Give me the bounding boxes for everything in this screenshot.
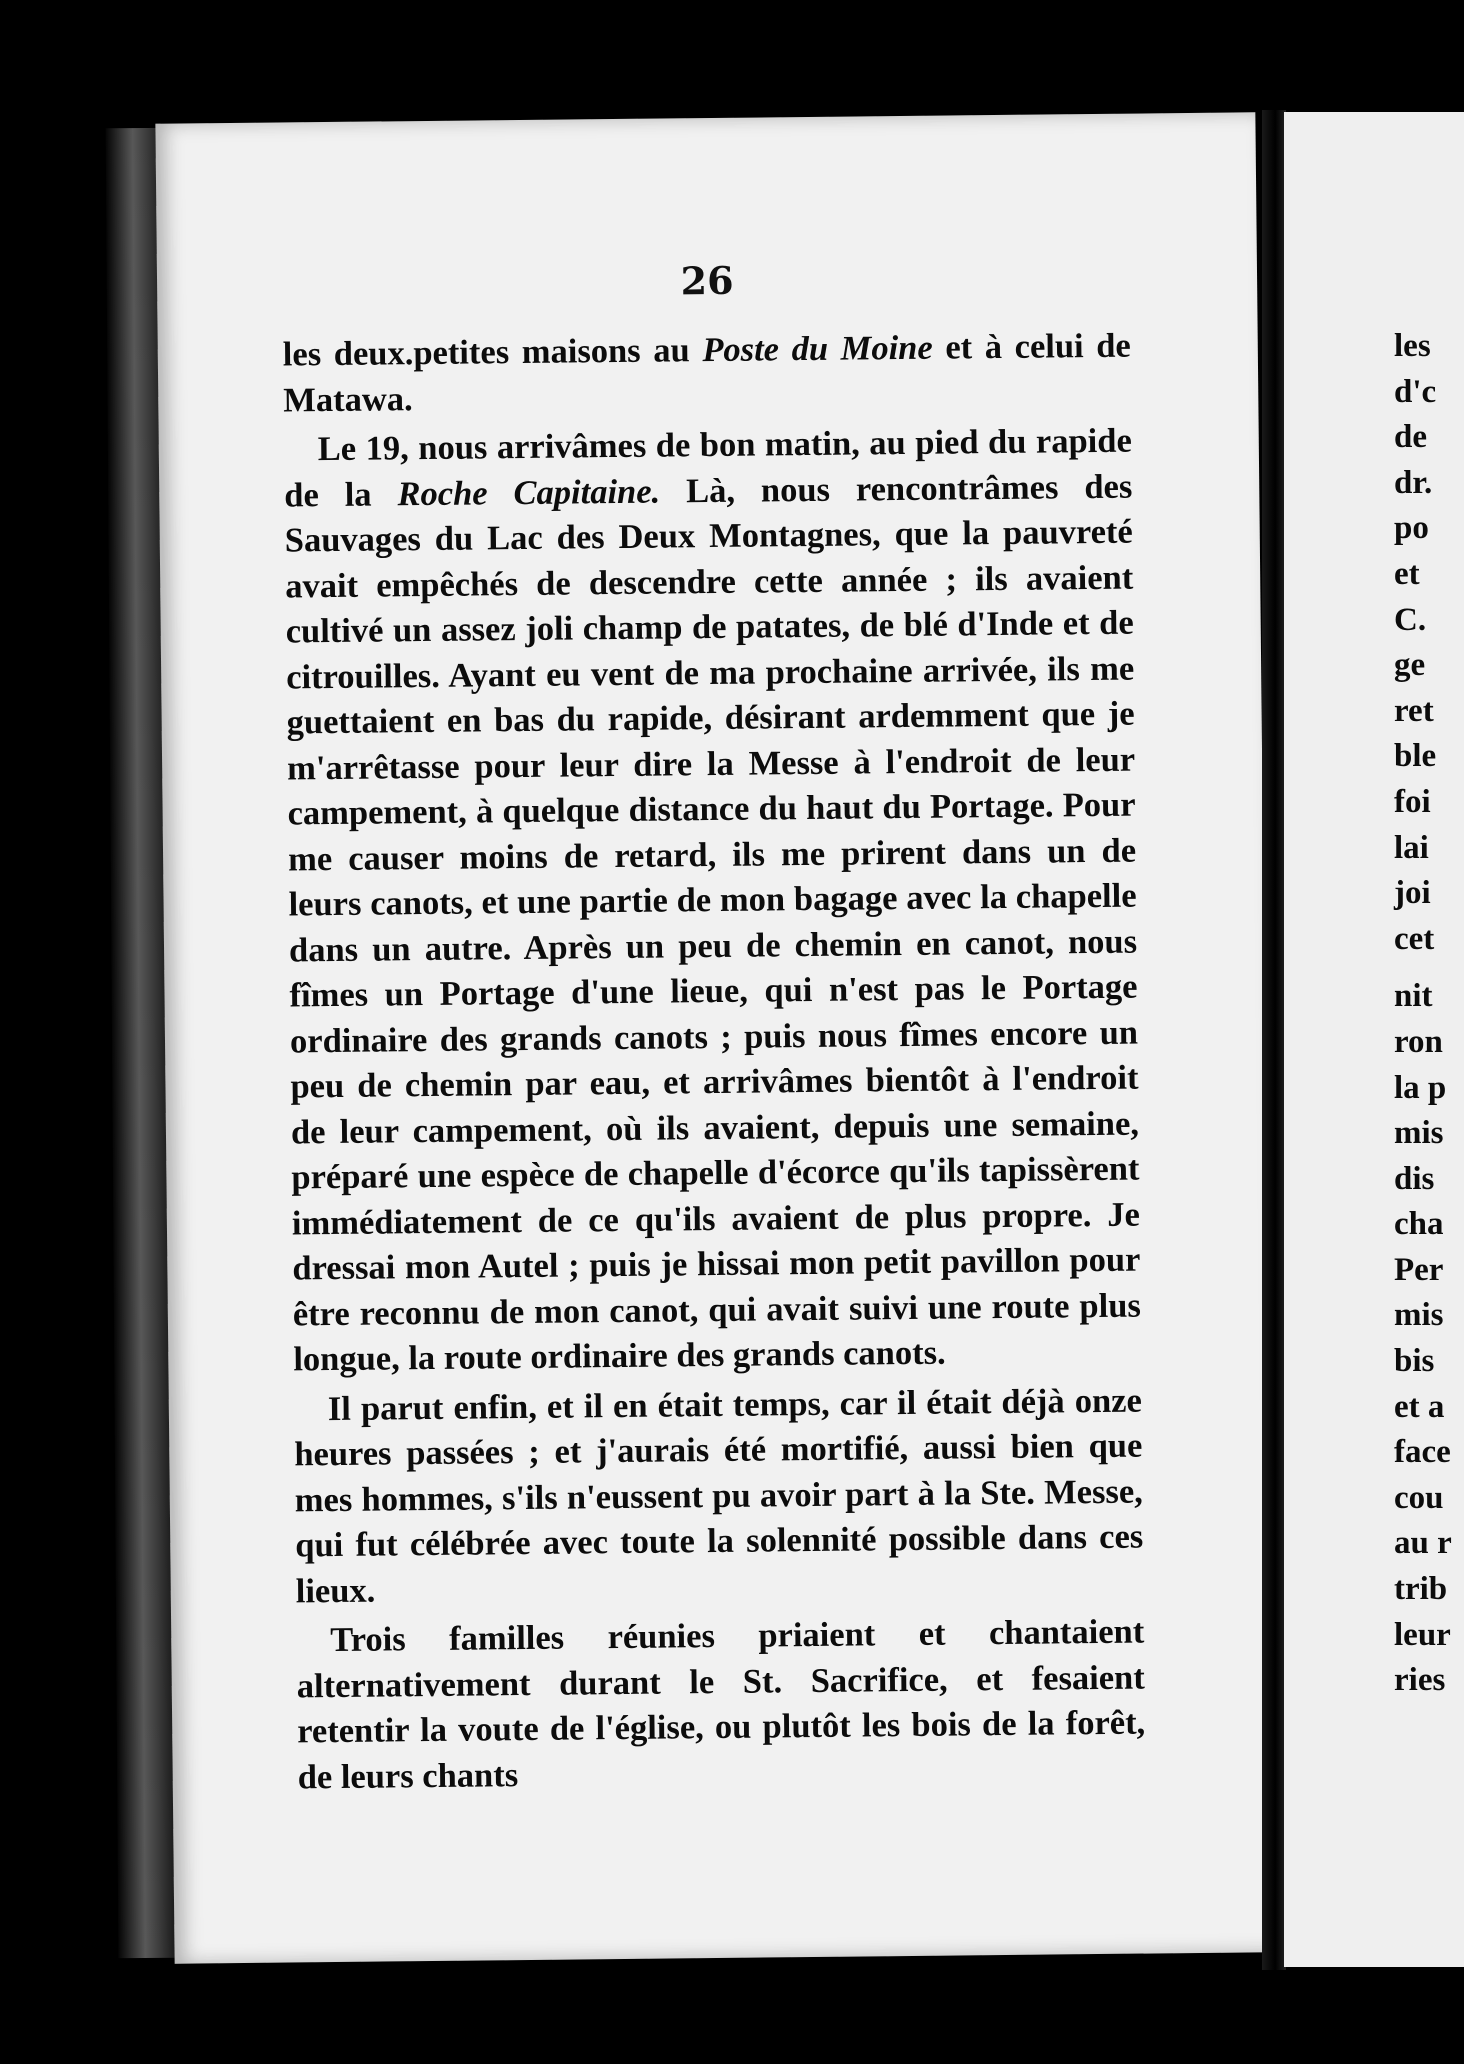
right-page-line-fragment: foi — [1394, 783, 1431, 820]
right-page-line-fragment: cou — [1394, 1479, 1444, 1516]
right-page-line-fragment: face — [1394, 1434, 1451, 1471]
right-page-line-fragment: cet — [1394, 920, 1435, 957]
right-page-line-fragment: et a — [1394, 1388, 1445, 1425]
right-page-line-fragment: et — [1394, 555, 1420, 592]
right-page-line-fragment: dr. — [1394, 464, 1433, 501]
paragraph-2-text-start: Le 19, nous arrivâmes de bon matin, au pied du rapide de la — [284, 421, 1132, 514]
right-page-line-fragment: dis — [1394, 1160, 1435, 1197]
page-text — [283, 324, 1146, 1801]
right-page-line-fragment: d'c — [1394, 373, 1437, 410]
right-page-line-fragment: ret — [1394, 692, 1434, 729]
book-gutter — [1262, 110, 1286, 1970]
left-page — [155, 112, 1274, 1963]
right-page-line-fragment: de — [1394, 419, 1427, 456]
page-number: 26 — [680, 257, 734, 304]
paragraph-1-text: les deux.petites maisons au — [282, 331, 703, 374]
paragraph-4: Trois familles réunies priaient et chantaient alternativement durant le St. Sacrifice, et fesaient retentir la voute de l'église, ou plutôt les bois de la forêt, de leurs chants — [296, 1612, 1146, 1796]
right-page-line-fragment: cha — [1394, 1206, 1444, 1243]
right-page-line-fragment: ron — [1394, 1023, 1443, 1060]
paragraph-1-text-end: et à celui de Matawa. — [283, 326, 1131, 419]
place-name-roche-capitaine: Roche Capitaine. — [397, 472, 661, 513]
right-page-line-starts — [1394, 324, 1452, 1704]
paragraph-1 — [283, 324, 1132, 424]
right-page-line-fragment: ries — [1394, 1662, 1446, 1699]
right-page-line-fragment: lai — [1394, 829, 1429, 866]
right-page-line-fragment: leur — [1394, 1616, 1451, 1653]
right-page-line-fragment: les — [1394, 328, 1431, 364]
paragraph-2-text: Là, nous rencontrâmes des Sauvages du Lac des Deux Montagnes, que la pauvreté avait empêchés de descendre cette année ; ils avaient cultivé un assez joli champ de patates, de blé d'Inde et de citrouilles. Ayant eu vent de ma prochaine arrivée, ils me guettaient en bas du rapide, désirant ardemment que je m'arrêtasse pour leur dire la Messe à l'endroit de leur campement, à quelque distance du haut du Portage. Pour me causer moins de retard, ils me prirent dans un de leurs canots, et une partie de mon bagage avec la chapelle dans un autre. Après un peu de chemin en canot, nous fîmes un Portage d'une lieue, qui n'est pas le Portage ordinaire des grands canots ; puis nous fîmes encore un peu de chemin par eau, et arrivâmes bientôt à l'endroit de leur campement, où ils avaient, depuis une semaine, préparé une espèce de chapelle d'écorce qu'ils tapissèrent immédiatement de ce qu'ils avaient de plus propre. Je dressai mon Autel ; puis je hissai mon petit pavillon pour être reconnu de mon canot, qui avait suivi une route plus longue, la route ordinaire des grands canots. — [284, 467, 1142, 1379]
right-page-line-fragment: C. — [1394, 601, 1427, 638]
right-page-line-fragment: la p — [1394, 1069, 1447, 1106]
right-page-line-fragment: trib — [1394, 1571, 1448, 1608]
right-page-line-fragment: bis — [1394, 1343, 1435, 1380]
place-name-poste-du-moine: Poste du Moine — [702, 328, 933, 370]
paragraph-2 — [284, 419, 1142, 1383]
right-page-line-fragment: joi — [1394, 875, 1431, 912]
right-page-line-fragment: mis — [1394, 1297, 1444, 1334]
paragraph-3: Il parut enfin, et il en était temps, car il était déjà onze heures passées ; et j'aurais été mortifié, aussi bien que mes hommes, s'ils n'eussent pu avoir part à la Ste. Messe, qui fut célébrée avec toute la solennité possible dans ces lieux. — [294, 1381, 1144, 1610]
right-page-fragment — [1284, 112, 1464, 1967]
right-page-line-fragment: mis — [1394, 1115, 1444, 1152]
right-page-line-fragment: po — [1394, 510, 1429, 547]
right-page-line-fragment: au r — [1394, 1525, 1452, 1562]
right-page-line-fragment: ble — [1394, 738, 1437, 775]
right-page-line-fragment: nit — [1394, 978, 1433, 1015]
right-page-line-fragment: Per — [1394, 1251, 1444, 1288]
right-page-line-fragment: ge — [1394, 647, 1426, 684]
